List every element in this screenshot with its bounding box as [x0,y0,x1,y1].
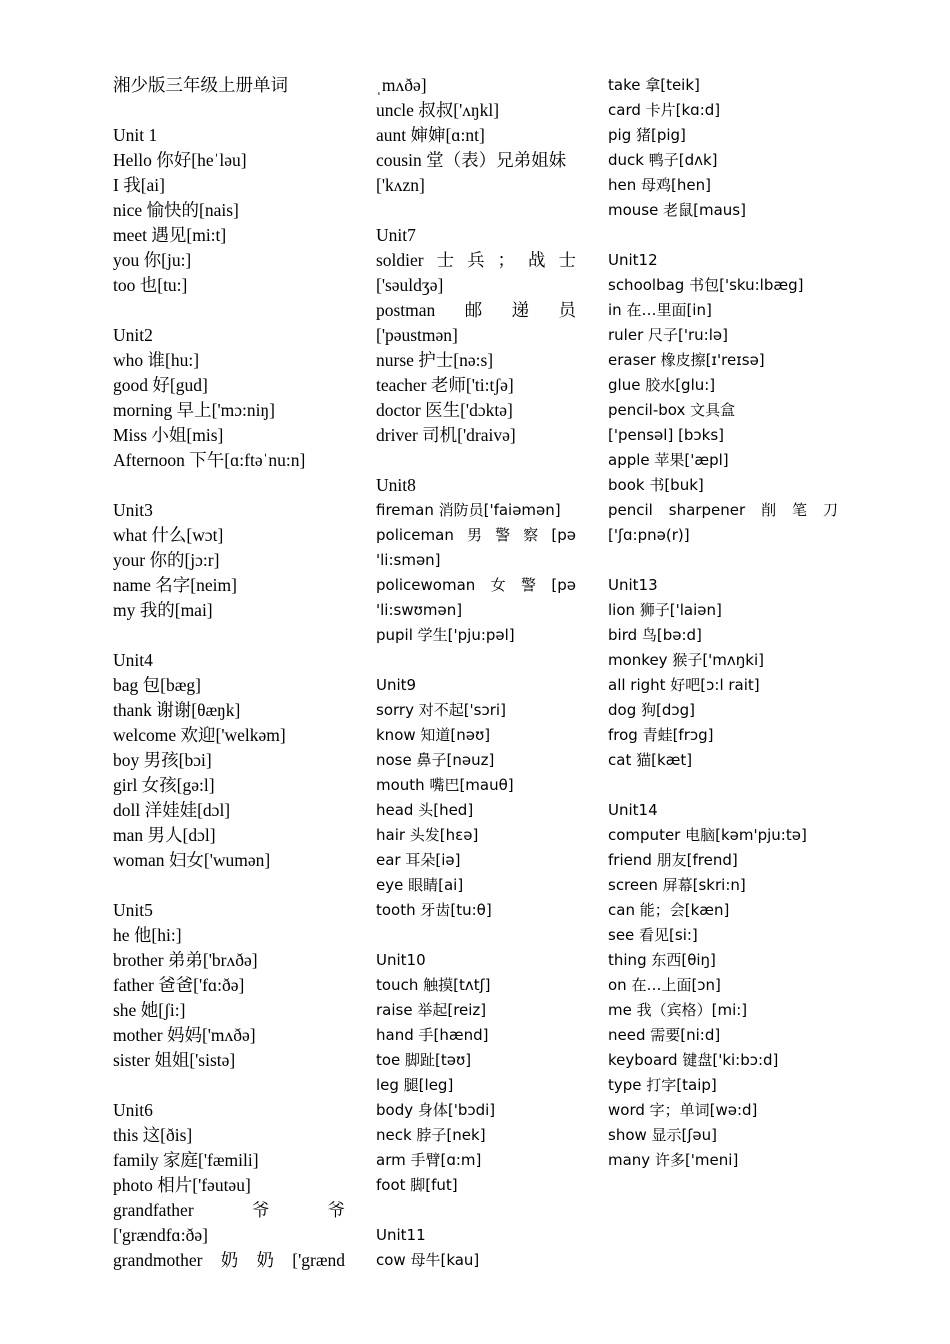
vocab-entry: too 也[tu:] [113,275,188,295]
word: sharpener [668,501,746,519]
word: ； [497,250,516,270]
vocab-entry: ['kʌzn] [376,175,425,195]
vocab-entry: arm 手臂[ɑ:m] [376,1151,482,1169]
vocab-entry: this 这[ðis] [113,1125,193,1145]
word: [pə [551,526,576,544]
vocab-entry: toe 脚趾[təʊ] [376,1051,472,1069]
vocab-entry: teacher 老师['ti:tʃə] [376,375,514,395]
vocab-entry: nurse 护士[nə:s] [376,350,494,370]
vocab-entry: on 在…上面[ɔn] [608,976,721,994]
vocab-entry: cat 猫[kæt] [608,751,693,769]
word: ['grænd [292,1250,345,1270]
vocab-entry: nice 愉快的[nais] [113,200,239,220]
vocab-entry: family 家庭['fæmili] [113,1150,259,1170]
vocab-entry: dog 狗[dɔg] [608,701,695,719]
blank-line [376,198,576,223]
vocab-entry: body 身体['bɔdi] [376,1101,496,1119]
vocab-entry: lion 狮子['laiən] [608,601,722,619]
vocab-entry: mouse 老鼠[maus] [608,201,746,219]
word: pencil [608,501,653,519]
vocab-entry: doll 洋娃娃[dɔl] [113,800,231,820]
word: soldier [376,250,424,270]
vocab-entry: she 她[ʃi:] [113,1000,186,1020]
column-middle [376,73,576,1273]
vocab-entry: screen 屏幕[skri:n] [608,876,746,894]
word: 爷 [251,1200,270,1220]
vocab-entry: cow 母牛[kau] [376,1251,480,1269]
vocab-entry: woman 妇女['wumən] [113,850,271,870]
vocab-entry: card 卡片[kɑ:d] [608,101,721,119]
word: 刀 [822,501,838,519]
vocab-entry: keyboard 键盘['ki:bɔ:d] [608,1051,779,1069]
vocab-entry: leg 腿[leg] [376,1076,454,1094]
vocab-entry: morning 早上['mɔ:niŋ] [113,400,275,420]
unit-heading: Unit8 [376,475,416,495]
word: 女 [490,576,506,594]
vocab-entry: duck 鸭子[dʌk] [608,151,718,169]
column-left [113,73,345,1273]
vocab-entry: glue 胶水[glu:] [608,376,716,394]
vocab-entry: meet 遇见[mi:t] [113,225,227,245]
vocab-entry: mouth 嘴巴[mauθ] [376,776,514,794]
vocab-entry [376,573,576,598]
vocab-entry: hand 手[hænd] [376,1026,489,1044]
vocab-entry: raise 举起[reiz] [376,1001,487,1019]
vocab-entry: welcome 欢迎['welkəm] [113,725,286,745]
vocab-entry: friend 朋友[frend] [608,851,738,869]
vocab-entry: cousin 堂（表）兄弟姐妹 [376,150,567,170]
word: 员 [558,300,576,320]
vocab-entry: ['grændfɑ:ðə] [113,1225,208,1245]
vocab-entry: driver 司机['draivə] [376,425,516,445]
word: 笔 [792,501,808,519]
vocab-entry: sorry 对不起['sɔri] [376,701,506,719]
vocab-entry: photo 相片['fəutəu] [113,1175,251,1195]
blank-line [113,298,345,323]
blank-line [113,873,345,898]
vocab-entry: thank 谢谢[θæŋk] [113,700,241,720]
vocab-entry: who 谁[hu:] [113,350,200,370]
vocab-entry: sister 姐姐['sistə] [113,1050,236,1070]
vocab-entry: schoolbag 书包['sku:lbæg] [608,276,804,294]
unit-heading: Unit9 [376,676,417,694]
blank-line [376,448,576,473]
vocab-entry: pig 猪[pig] [608,126,686,144]
word: 奶 [220,1250,239,1270]
vocab-entry: father 爸爸['fɑ:ðə] [113,975,245,995]
vocab-entry: ['ʃɑ:pnə(r)] [608,526,690,544]
vocab-entry: he 他[hi:] [113,925,182,945]
vocab-entry: foot 脚[fut] [376,1176,458,1194]
unit-heading: Unit11 [376,1226,426,1244]
vocab-entry: I 我[ai] [113,175,165,195]
vocab-entry [376,248,576,273]
word: 察 [523,526,539,544]
vocab-entry: my 我的[mai] [113,600,213,620]
vocab-entry: word 字；单词[wə:d] [608,1101,758,1119]
vocab-entry: what 什么[wɔt] [113,525,224,545]
vocab-entry: ear 耳朵[iə] [376,851,461,869]
vocab-entry: tooth 牙齿[tu:θ] [376,901,492,919]
word: grandmother [113,1250,203,1270]
word: 削 [761,501,777,519]
vocab-entry: monkey 猴子['mʌŋki] [608,651,764,669]
word: 警 [521,576,537,594]
vocab-entry: ['pəustmən] [376,325,458,345]
vocab-entry [608,498,838,523]
unit-heading: Unit14 [608,801,658,819]
vocab-entry: me 我（宾格）[mi:] [608,1001,748,1019]
vocab-entry [376,298,576,323]
vocab-entry: doctor 医生['dɔktə] [376,400,513,420]
word: 士 [436,250,455,270]
word: policeman [376,526,454,544]
blank-line [608,548,838,573]
vocab-entry: ['pensəl] [bɔks] [608,426,725,444]
blank-line [113,1073,345,1098]
vocab-entry: head 头[hed] [376,801,474,819]
unit-heading: Unit5 [113,900,153,920]
page-title: 湘少版三年级上册单词 [113,75,288,95]
vocab-entry: aunt 婶婶[ɑ:nt] [376,125,485,145]
unit-heading: Unit6 [113,1100,153,1120]
unit-heading: Unit13 [608,576,658,594]
vocab-entry: thing 东西[θiŋ] [608,951,716,969]
word: 爷 [327,1200,345,1220]
vocab-entry: touch 触摸[tʌtʃ] [376,976,491,994]
vocab-entry [376,523,576,548]
vocab-entry: need 需要[ni:d] [608,1026,721,1044]
vocab-entry: take 拿[teik] [608,76,700,94]
vocab-entry: man 男人[dɔl] [113,825,216,845]
unit-heading: Unit12 [608,251,658,269]
vocab-entry: boy 男孩[bɔi] [113,750,212,770]
word: 兵 [467,250,485,270]
vocab-entry: Hello 你好[heˈləu] [113,150,247,170]
blank-line [608,223,838,248]
word: grandfather [113,1200,194,1220]
unit-heading: Unit10 [376,951,426,969]
blank-line [376,1198,576,1223]
unit-heading: Unit 1 [113,125,158,145]
vocab-entry: 'li:swʊmən] [376,601,463,619]
blank-line [608,773,838,798]
vocab-entry: Miss 小姐[mis] [113,425,224,445]
word: 递 [511,300,530,320]
vocab-entry: see 看见[si:] [608,926,698,944]
vocab-entry: ruler 尺子['ru:lə] [608,326,728,344]
vocab-entry: bag 包[bæg] [113,675,201,695]
word: postman [376,300,436,320]
blank-line [113,98,345,123]
vocab-entry: computer 电脑[kəm'pju:tə] [608,826,807,844]
unit-heading: Unit2 [113,325,153,345]
unit-heading: Unit3 [113,500,153,520]
vocab-entry: can 能；会[kæn] [608,901,730,919]
vocab-entry: eraser 橡皮擦[ɪ'reɪsə] [608,351,765,369]
word: 奶 [256,1250,274,1270]
word: 男 [466,526,482,544]
vocab-entry: your 你的[jɔ:r] [113,550,220,570]
vocab-entry: pupil 学生['pju:pəl] [376,626,515,644]
word: [pə [551,576,576,594]
word: 邮 [464,300,483,320]
vocab-entry: nose 鼻子[nəuz] [376,751,495,769]
vocab-entry: all right 好吧[ɔ:l rait] [608,676,760,694]
word: 士 [558,250,576,270]
unit-heading: Unit4 [113,650,153,670]
vocab-entry [113,1198,345,1223]
vocab-entry: ['səuldʒə] [376,275,444,295]
vocab-entry: brother 弟弟['brʌðə] [113,950,258,970]
vocab-entry: type 打字[taip] [608,1076,717,1094]
blank-line [113,623,345,648]
blank-line [376,648,576,673]
word: 警 [495,526,511,544]
vocab-entry: 'li:smən] [376,551,441,569]
vocab-entry: girl 女孩[gə:l] [113,775,215,795]
column-right [608,73,838,1173]
vocab-entry: you 你[ju:] [113,250,192,270]
vocab-entry: eye 眼睛[ai] [376,876,464,894]
vocab-entry: show 显示[ʃəu] [608,1126,718,1144]
vocab-entry: name 名字[neim] [113,575,237,595]
vocab-entry: uncle 叔叔['ʌŋkl] [376,100,500,120]
vocab-entry: hen 母鸡[hen] [608,176,711,194]
word: policewoman [376,576,476,594]
vocab-entry: frog 青蛙[frɔg] [608,726,714,744]
vocab-entry: book 书[buk] [608,476,704,494]
vocab-entry: in 在…里面[in] [608,301,712,319]
vocab-entry: pencil-box 文具盒 [608,401,736,419]
blank-line [113,473,345,498]
unit-heading: Unit7 [376,225,416,245]
vocab-entry: bird 鸟[bə:d] [608,626,702,644]
blank-line [376,923,576,948]
vocab-entry: fireman 消防员['faiəmən] [376,501,561,519]
vocab-entry: good 好[gud] [113,375,208,395]
vocab-entry: apple 苹果['æpl] [608,451,729,469]
word: 战 [528,250,546,270]
vocab-entry: know 知道[nəʊ] [376,726,491,744]
vocab-entry: mother 妈妈['mʌðə] [113,1025,256,1045]
vocab-entry: ˌmʌðə] [376,75,427,95]
vocab-entry: Afternoon 下午[ɑ:ftəˈnu:n] [113,450,306,470]
vocab-entry: many 许多['meni] [608,1151,739,1169]
vocab-entry [113,1248,345,1273]
vocab-entry: hair 头发[hɛə] [376,826,479,844]
vocab-entry: neck 脖子[nek] [376,1126,486,1144]
